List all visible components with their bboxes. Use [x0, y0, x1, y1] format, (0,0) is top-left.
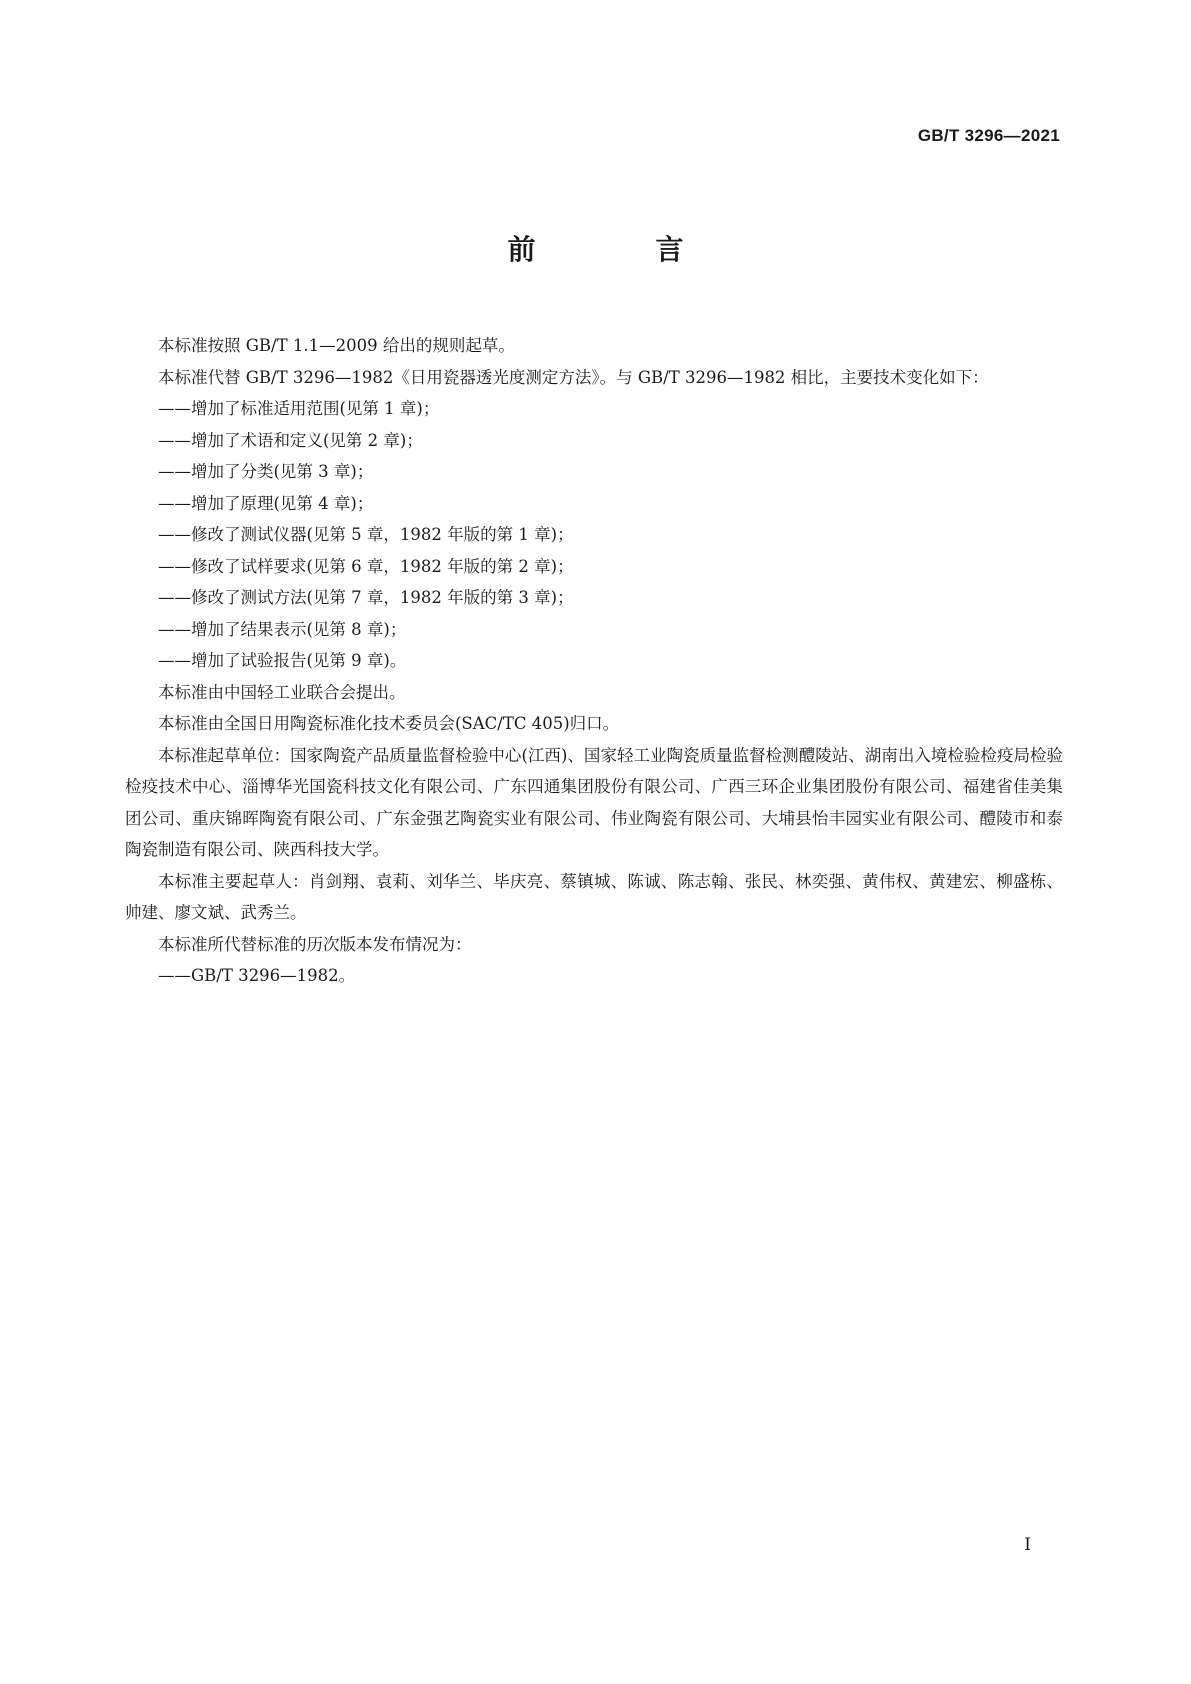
list-item: ——修改了测试仪器(见第 5 章，1982 年版的第 1 章)； — [158, 525, 574, 544]
list-item: ——GB/T 3296—1982。 — [158, 966, 356, 985]
standard-code: GB/T 3296—2021 — [917, 126, 1060, 145]
list-item: ——增加了标准适用范围(见第 1 章)； — [158, 399, 440, 418]
page-title: 前 言 — [507, 233, 730, 266]
paragraph-replacement: 本标准代替 GB/T 3296—1982《日用瓷器透光度测定方法》。与 GB/T 3296—1982 相比，主要技术变化如下： — [158, 367, 989, 387]
list-item: ——增加了分类(见第 3 章)； — [158, 462, 374, 481]
list-item: ——增加了试验报告(见第 9 章)。 — [158, 651, 407, 670]
foreword-body — [125, 330, 1063, 992]
list-item: ——增加了结果表示(见第 8 章)； — [158, 619, 407, 639]
list-item: ——增加了原理(见第 4 章)； — [158, 493, 374, 513]
paragraph-drafting-rules: 本标准按照 GB/T 1.1—2009 给出的规则起草。 — [158, 336, 515, 355]
list-item: ——修改了试样要求(见第 6 章，1982 年版的第 2 章)； — [158, 556, 574, 576]
page-number: I — [1024, 1535, 1031, 1555]
list-item: ——增加了术语和定义(见第 2 章)； — [158, 430, 423, 450]
list-item: ——修改了测试方法(见第 7 章，1982 年版的第 3 章)； — [158, 588, 574, 607]
paragraph-drafting-units: 本标准起草单位：国家陶瓷产品质量监督检验中心(江西)、国家轻工业陶瓷质量监督检测醴陵站、湖南出入境检验检疫局检验检疫技术中心、淄博华光国瓷科技文化有限公司、广东四通集团股份有限公司、广西三环企业集团股份有限公司、福建省佳美集团公司、重庆锦晖陶瓷有限公司、广东金强艺陶瓷实业有限公司、伟业陶瓷有限公司、大埔县怡丰园实业有限公司、醴陵市和泰陶瓷制造有限公司、陕西科技大学。 — [125, 745, 1063, 859]
paragraph-history-intro: 本标准所代替标准的历次版本发布情况为： — [158, 934, 472, 954]
paragraph-committee: 本标准由全国日用陶瓷标准化技术委员会(SAC/TC 405)归口。 — [158, 714, 620, 733]
paragraph-proposer: 本标准由中国轻工业联合会提出。 — [158, 682, 406, 702]
paragraph-drafters: 本标准主要起草人：肖剑翔、袁莉、刘华兰、毕庆亮、蔡镇城、陈诚、陈志翰、张民、林奕强、黄伟权、黄建宏、柳盛栋、帅建、廖文斌、武秀兰。 — [125, 871, 1063, 922]
